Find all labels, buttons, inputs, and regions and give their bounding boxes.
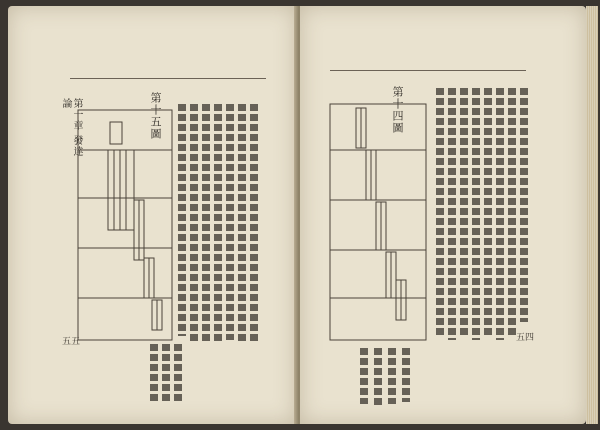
right-text-col-3 [460,88,468,338]
right-text-col-6 [496,88,504,340]
right-text-col-9 [360,348,368,404]
figure-14-title: 第十四圖 [391,86,404,134]
running-head: 第一章 發達論 [60,98,82,158]
right-text-col-11 [388,348,396,404]
right-text-col-2 [448,88,456,340]
right-text-col-7 [508,88,516,338]
right-text-col-8 [520,88,528,322]
figure-15-title: 第十五圖 [149,92,162,140]
right-text-col-12 [402,348,410,402]
right-text-col-4 [472,88,480,340]
right-text-col-1 [436,88,444,338]
right-page-number: 五四 [516,333,535,343]
right-text-col-10 [374,348,382,406]
right-text-col-5 [484,88,492,336]
left-page-number: 五五 [62,337,81,347]
